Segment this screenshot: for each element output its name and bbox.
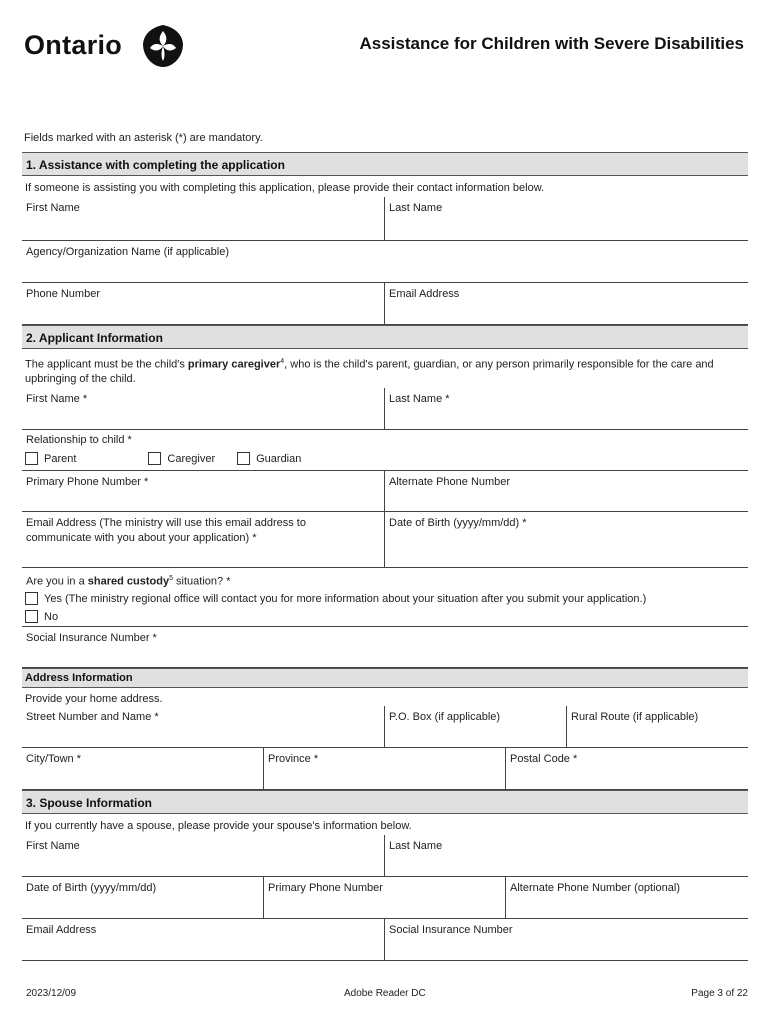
field-label: Email Address xyxy=(389,288,460,300)
spouse-alternate-phone-field[interactable] xyxy=(505,877,748,918)
form-title: Assistance for Children with Severe Disabilities xyxy=(359,34,744,53)
custody-yes-checkbox[interactable] xyxy=(25,592,38,605)
custody-no-option[interactable]: No xyxy=(22,608,748,626)
agency-name-field[interactable] xyxy=(22,241,748,282)
guardian-checkbox[interactable] xyxy=(237,452,250,465)
applicant-email-field[interactable] xyxy=(22,512,384,567)
parent-option[interactable]: Parent xyxy=(25,452,76,465)
caregiver-option[interactable]: Caregiver xyxy=(148,452,215,465)
application-form xyxy=(22,152,748,961)
applicant-last-name-field[interactable] xyxy=(384,388,748,429)
footer-date: 2023/12/09 xyxy=(26,988,77,999)
field-label: First Name * xyxy=(26,392,88,405)
field-label: P.O. Box (if applicable) xyxy=(389,711,501,724)
shared-custody-question: Are you in a shared custody$^5$ situation? * xyxy=(26,574,231,588)
field-label: Email Address xyxy=(26,924,97,937)
field-label: Alternate Phone Number (optional) xyxy=(510,882,680,895)
primary-phone-field[interactable] xyxy=(22,471,384,511)
ontario-logo-text: Ontario xyxy=(24,30,123,60)
page-header xyxy=(0,0,770,90)
field-label: Last Name xyxy=(389,202,443,214)
field-label: Alternate Phone Number xyxy=(389,475,511,488)
section-2-note: The applicant must be the child's primary caregiver$^4$, who is the child's parent, guardian, or any person primarily responsible for the care and upbringing of the child. xyxy=(25,358,714,385)
assistant-phone-field[interactable] xyxy=(22,283,384,324)
postal-code-field[interactable] xyxy=(505,748,748,789)
field-label: First Name xyxy=(26,840,80,853)
field-label: Social Insurance Number * xyxy=(26,632,157,645)
address-heading: Address Information xyxy=(22,668,748,688)
section-3-note: If you currently have a spouse, please provide your spouse's information below. xyxy=(25,820,412,833)
assistant-first-name-field[interactable] xyxy=(22,197,384,240)
field-label: City/Town * xyxy=(26,753,82,766)
street-field[interactable] xyxy=(22,706,384,747)
applicant-sin-field[interactable] xyxy=(22,627,748,667)
province-field[interactable] xyxy=(263,748,505,789)
guardian-option[interactable]: Guardian xyxy=(237,452,301,465)
po-box-field[interactable] xyxy=(384,706,566,747)
field-label: Postal Code * xyxy=(510,753,578,766)
applicant-dob-field[interactable] xyxy=(384,512,748,567)
field-label: Last Name * xyxy=(389,392,450,405)
field-label: Street Number and Name * xyxy=(26,711,159,724)
spouse-last-name-field[interactable] xyxy=(384,835,748,876)
custody-no-checkbox[interactable] xyxy=(25,610,38,623)
footer-app-name: Adobe Reader DC xyxy=(344,988,426,999)
field-label: Rural Route (if applicable) xyxy=(571,711,699,724)
section-2-heading: 2. Applicant Information xyxy=(22,325,748,349)
field-label: Social Insurance Number xyxy=(389,924,513,937)
address-note: Provide your home address. xyxy=(25,693,163,706)
spouse-primary-phone-field[interactable] xyxy=(263,877,505,918)
field-label: Date of Birth (yyyy/mm/dd) xyxy=(26,882,157,895)
field-label: Primary Phone Number * xyxy=(26,475,149,488)
assistant-email-field[interactable] xyxy=(384,283,748,324)
spouse-first-name-field[interactable] xyxy=(22,835,384,876)
caregiver-checkbox[interactable] xyxy=(148,452,161,465)
applicant-first-name-field[interactable] xyxy=(22,388,384,429)
rural-route-field[interactable] xyxy=(566,706,748,747)
city-field[interactable] xyxy=(22,748,263,789)
field-label: Primary Phone Number xyxy=(268,882,383,895)
field-label: Phone Number xyxy=(26,288,100,300)
custody-yes-option[interactable]: Yes (The ministry regional office will contact you for more information about your situation after you submit your application.) xyxy=(22,589,748,608)
alternate-phone-field[interactable] xyxy=(384,471,748,511)
spouse-dob-field[interactable] xyxy=(22,877,263,918)
field-label: Last Name xyxy=(389,840,443,853)
assistant-last-name-field[interactable] xyxy=(384,197,748,240)
mandatory-fields-note: Fields marked with an asterisk (*) are mandatory. xyxy=(24,132,263,144)
spouse-sin-field[interactable] xyxy=(384,919,748,960)
section-3-heading: 3. Spouse Information xyxy=(22,790,748,814)
ontario-trillium-icon xyxy=(142,24,184,68)
page-number: Page 3 of 22 xyxy=(691,988,748,999)
field-label: Province * xyxy=(268,753,319,766)
field-label: Date of Birth (yyyy/mm/dd) * xyxy=(389,516,527,529)
field-label: First Name xyxy=(26,202,80,214)
spouse-email-field[interactable] xyxy=(22,919,384,960)
field-label: Email Address (The ministry will use this email address to communicate with you about your application) * xyxy=(26,516,306,544)
parent-checkbox[interactable] xyxy=(25,452,38,465)
relationship-options xyxy=(22,448,326,470)
section-1-heading: 1. Assistance with completing the application xyxy=(22,152,748,176)
field-label: Agency/Organization Name (if applicable) xyxy=(26,246,229,258)
relationship-label: Relationship to child * xyxy=(26,433,132,446)
section-1-note: If someone is assisting you with completing this application, please provide their contact information below. xyxy=(25,182,545,194)
